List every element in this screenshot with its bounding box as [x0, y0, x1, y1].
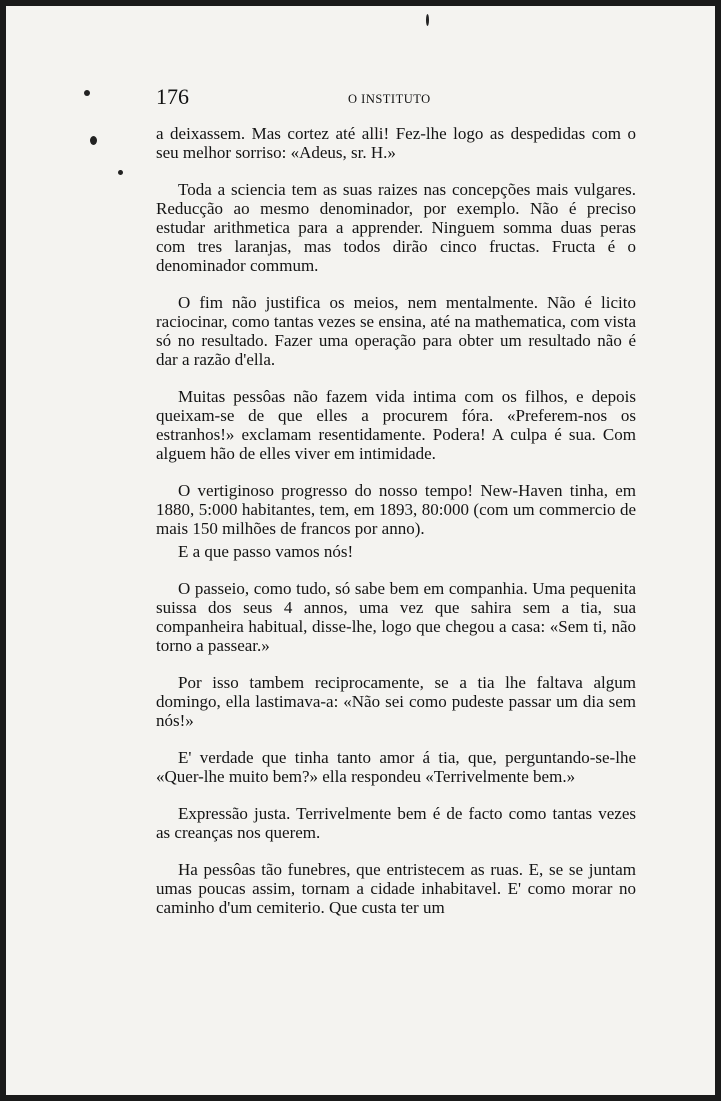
paragraph: E a que passo vamos nós!: [178, 542, 354, 561]
paragraph: Ha pessôas tão funebres, que entristecem as ruas. E, se se juntam umas poucas assim, tornam a cidade inhabitavel. E' como morar no caminho d'um cemiterio. Que custa ter um: [156, 860, 636, 917]
body-text: [156, 124, 636, 935]
paragraph: E' verdade que tinha tanto amor á tia, que, perguntando-se-lhe «Quer-lhe muito bem?» ella respondeu «Terrivelmente bem.»: [156, 748, 636, 786]
ink-speck: [426, 14, 429, 26]
paragraph: Por isso tambem reciprocamente, se a tia lhe faltava algum domingo, ella lastimava-a: «Não sei como pudeste passar um dia sem nós!»: [156, 673, 636, 730]
book-page: [6, 6, 715, 1095]
paragraph: Muitas pessôas não fazem vida intima com os filhos, e depois queixam-se de que elles a procurem fóra. «Preferem-nos os estranhos!» exclamam resentidamente. Podera! A culpa é sua. Com alguem hão de elles viver em intimidade.: [156, 387, 636, 463]
paragraph: O vertiginoso progresso do nosso tempo! New-Haven tinha, em 1880, 5:000 habitantes, tem, em 1893, 80:000 (com um commercio de mais 150 milhões de francos por anno).: [156, 481, 636, 538]
page-header: [156, 84, 636, 114]
running-title: O INSTITUTO: [348, 92, 431, 106]
paragraph: Expressão justa. Terrivelmente bem é de facto como tantas vezes as creanças nos querem.: [156, 804, 636, 842]
page-number: 176: [156, 84, 189, 109]
paragraph: O fim não justifica os meios, nem mentalmente. Não é licito raciocinar, como tantas vezes se ensina, até na mathematica, com vista só no resultado. Fazer uma operação para obter um resultado não é dar a razão d'ella.: [156, 293, 636, 369]
paragraph: a deixassem. Mas cortez até alli! Fez-lhe logo as despedidas com o seu melhor sorriso: «Adeus, sr. H.»: [156, 124, 636, 162]
paragraph: O passeio, como tudo, só sabe bem em companhia. Uma pequenita suissa dos seus 4 annos, uma vez que sahira sem a tia, sua companheira habitual, disse-lhe, logo que chegou a casa: «Sem ti, não torno a passear.»: [156, 579, 636, 655]
ink-speck: [118, 170, 123, 175]
ink-speck: [90, 136, 97, 145]
ink-speck: [84, 90, 90, 96]
paragraph: Toda a sciencia tem as suas raizes nas concepções mais vulgares. Reducção ao mesmo denominador, por exemplo. Não é preciso estudar arithmetica para a apprender. Ninguem somma duas peras com tres laranjas, mas todos dirão cinco fructas. Fructa é o denominador commum.: [156, 180, 636, 275]
